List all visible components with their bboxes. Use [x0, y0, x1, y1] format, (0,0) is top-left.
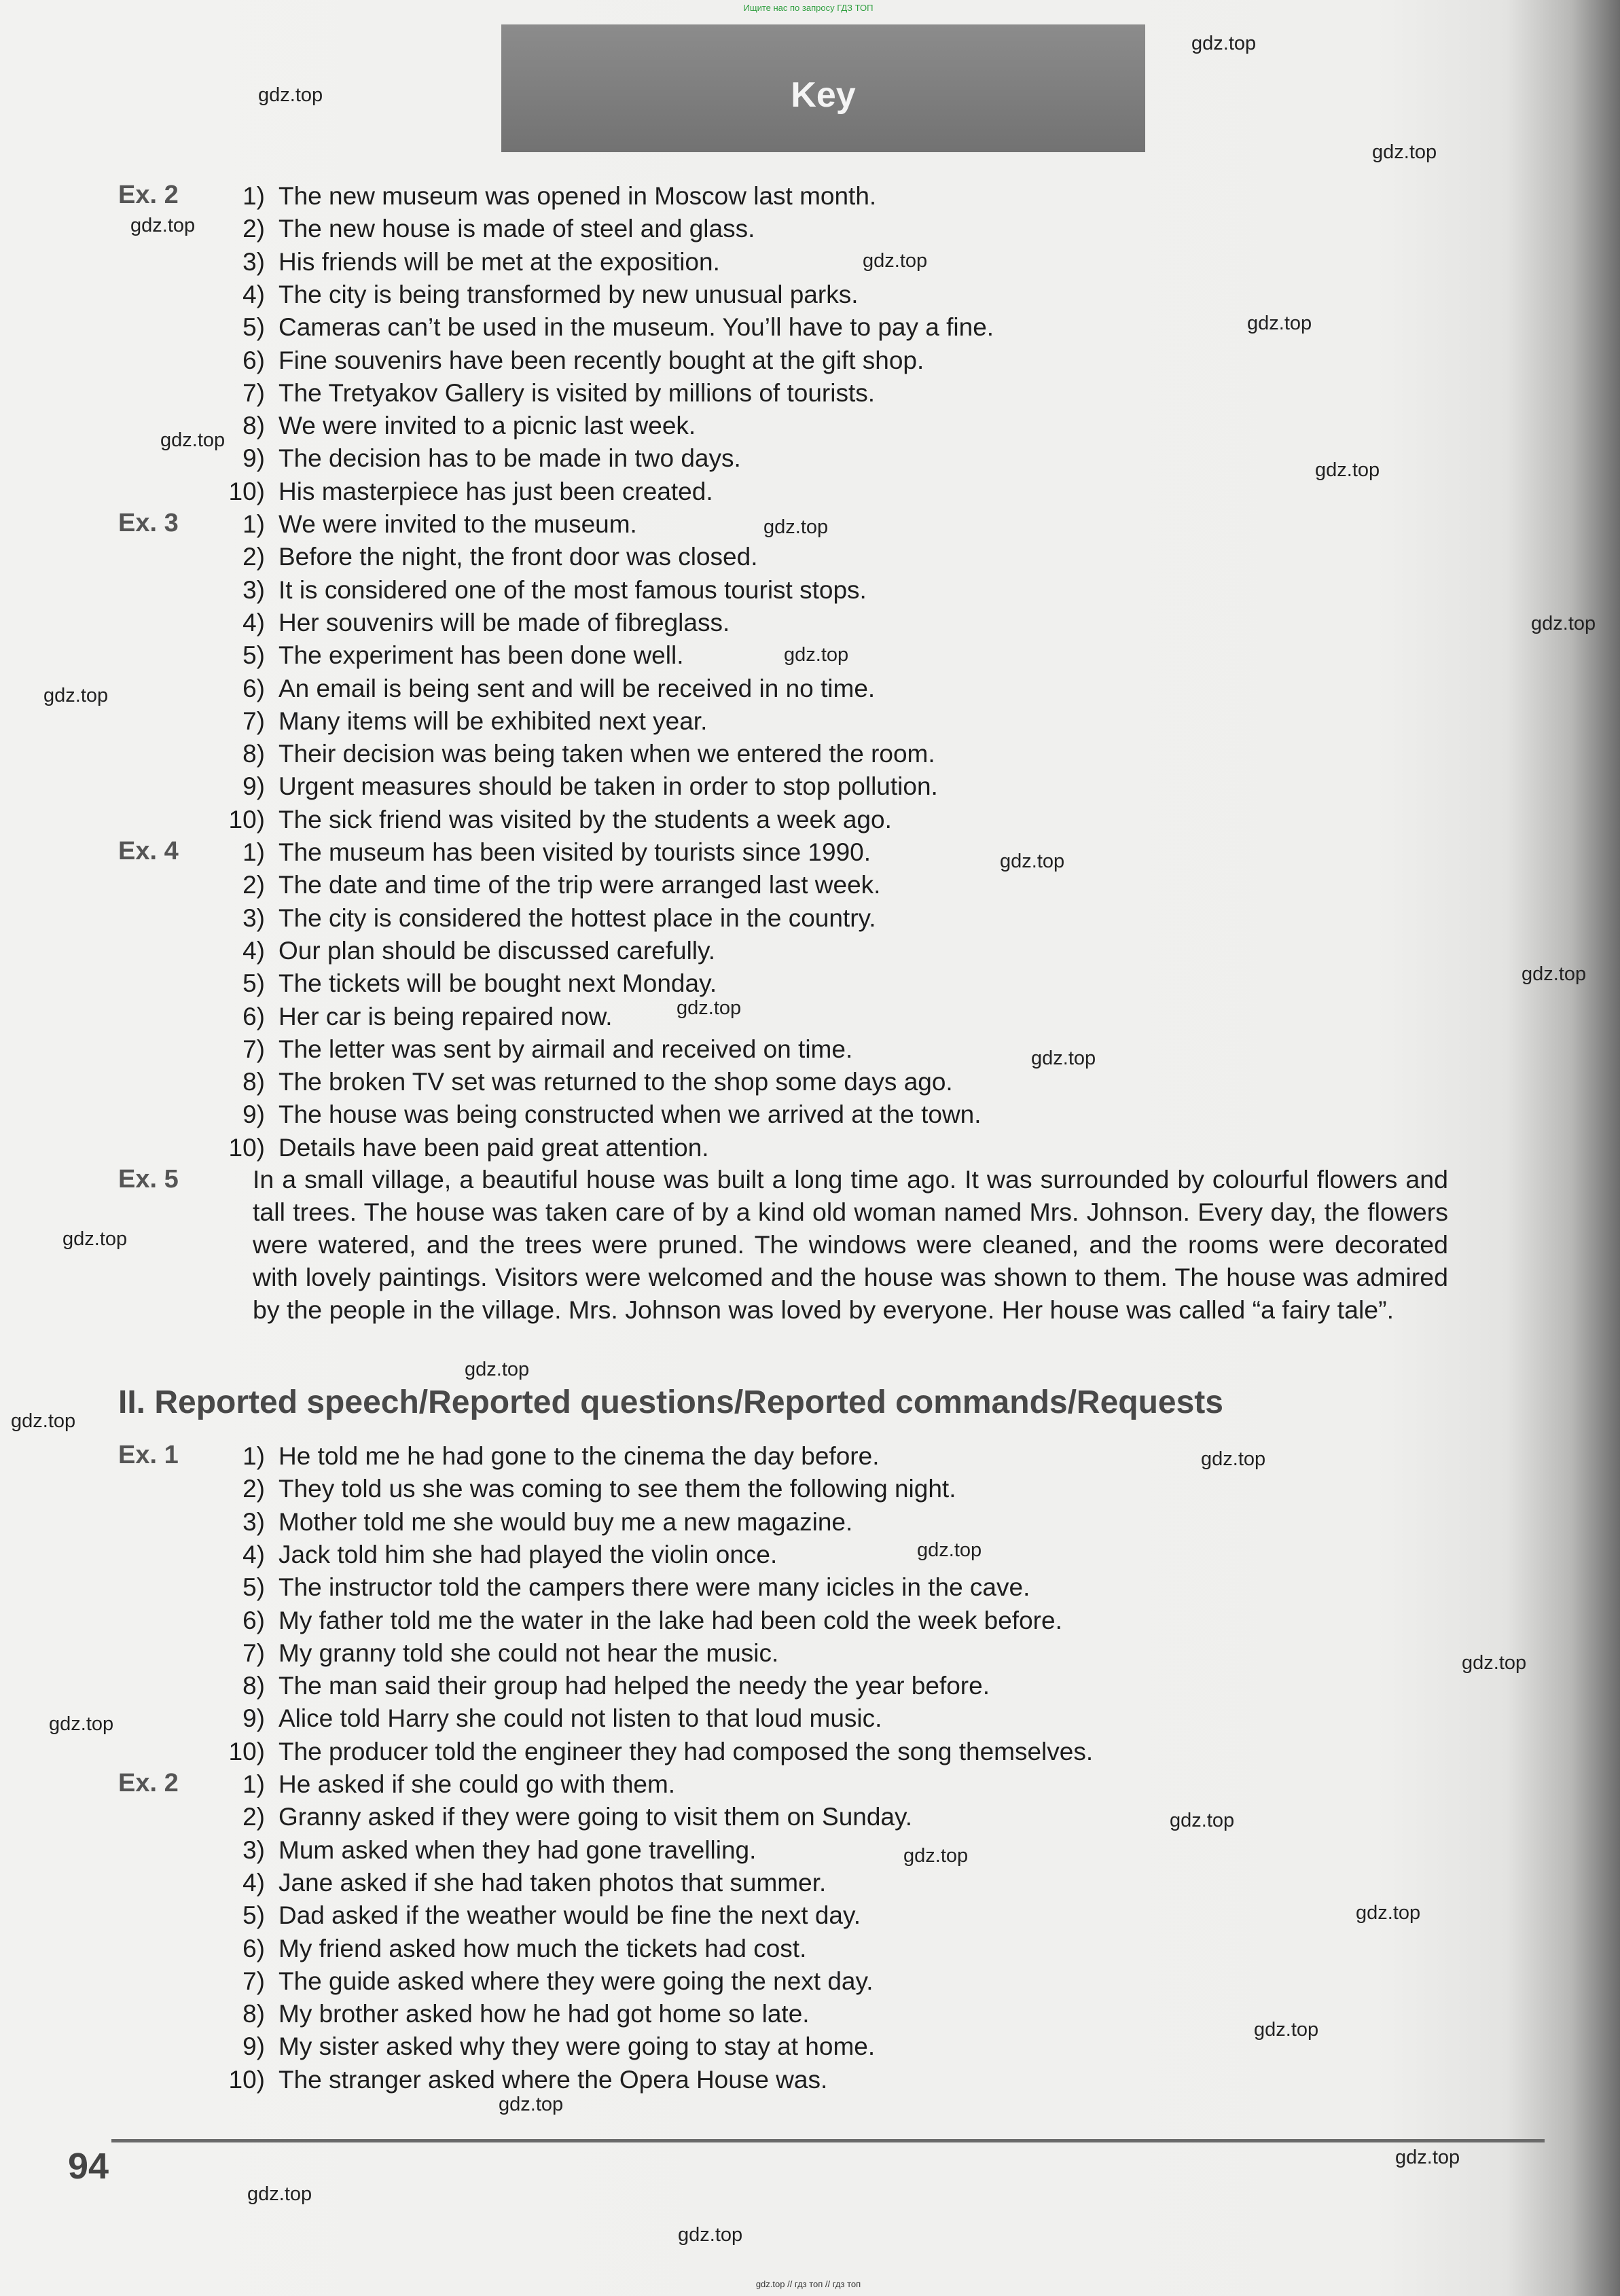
item-number: 1)	[242, 1442, 265, 1470]
exercise-label: Ex. 2	[118, 181, 179, 209]
answer-text: Her souvenirs will be made of fibreglass.	[278, 608, 730, 636]
answer-text: Their decision was being taken when we entered the room.	[278, 740, 935, 768]
item-number: 6)	[242, 346, 265, 374]
item-number: 8)	[242, 412, 265, 440]
key-header-band	[501, 24, 1145, 152]
watermark-text: gdz.top	[1531, 613, 1596, 634]
item-number: 10)	[228, 805, 265, 833]
watermark-text: gdz.top	[1315, 459, 1380, 481]
item-number: 1)	[242, 510, 265, 538]
answer-text: His friends will be met at the exposition.	[278, 247, 720, 276]
answer-text: The stranger asked where the Opera House was.	[278, 2065, 828, 2094]
answer-text: Granny asked if they were going to visit them on Sunday.	[278, 1803, 913, 1831]
exercise-label: Ex. 1	[118, 1441, 179, 1469]
item-number: 3)	[242, 1835, 265, 1864]
item-number: 8)	[242, 1068, 265, 1096]
exercise-label: Ex. 2	[118, 1769, 179, 1797]
item-number: 3)	[242, 1507, 265, 1536]
watermark-text: gdz.top	[1462, 1652, 1527, 1674]
watermark-text: gdz.top	[160, 429, 226, 451]
watermark-text: gdz.top	[43, 685, 109, 706]
watermark-text: gdz.top	[11, 1410, 76, 1432]
item-number: 7)	[242, 1035, 265, 1063]
watermark-text: gdz.top	[1000, 850, 1065, 872]
watermark-text: gdz.top	[763, 516, 829, 538]
page-title: Key	[791, 75, 856, 115]
answer-text: The tickets will be bought next Monday.	[278, 969, 717, 998]
watermark-text: gdz.top	[247, 2183, 312, 2205]
item-number: 9)	[242, 444, 265, 473]
footer-rule	[111, 2139, 1545, 2142]
watermark-text: gdz.top	[1031, 1047, 1096, 1069]
answer-text: They told us she was coming to see them the following night.	[278, 1475, 956, 1503]
answer-text: Before the night, the front door was closed.	[278, 543, 758, 571]
answer-text: The guide asked where they were going the next day.	[278, 1967, 874, 1995]
answer-text: An email is being sent and will be received in no time.	[278, 674, 876, 702]
answer-text: The museum has been visited by tourists since 1990.	[278, 838, 871, 866]
exercise-label: Ex. 5	[118, 1165, 179, 1194]
answer-text: We were invited to a picnic last week.	[278, 412, 696, 440]
ex5-paragraph: In a small village, a beautiful house was built a long time ago. It was surrounded by colourful flowers and tall trees. The house was taken care of by a kind old woman named Mrs. Johnson. Every day, the flowers were watered, and the trees were pruned. The windows were cleaned, and the rooms were decorated with lovely paintings. Visitors were welcomed and the house was shown to them. The house was admired by the people in the village. Mrs. Johnson was loved by everyone. Her house was called “a fairy tale”.	[253, 1165, 1448, 1324]
watermark-text: gdz.top	[130, 215, 196, 236]
answer-text: The man said their group had helped the needy the year before.	[278, 1672, 990, 1700]
section-title: II. Reported speech/Reported questions/Reported commands/Requests	[118, 1384, 1223, 1420]
answer-text: My brother asked how he had got home so late.	[278, 2000, 810, 2028]
item-number: 5)	[242, 1901, 265, 1930]
item-number: 4)	[242, 280, 265, 308]
answer-text: The decision has to be made in two days.	[278, 444, 741, 473]
item-number: 2)	[242, 215, 265, 243]
answer-text: The sick friend was visited by the students a week ago.	[278, 805, 892, 833]
item-number: 1)	[242, 1770, 265, 1798]
watermark-text: gdz.top	[258, 84, 323, 106]
answer-text: Her car is being repaired now.	[278, 1002, 613, 1030]
answer-text: It is considered one of the most famous tourist stops.	[278, 575, 867, 604]
watermark-text: gdz.top	[903, 1845, 969, 1867]
item-number: 9)	[242, 772, 265, 801]
answer-text: Many items will be exhibited next year.	[278, 706, 708, 735]
answer-text: Details have been paid great attention.	[278, 1133, 709, 1162]
top-note: Ищите нас по запросу ГДЗ ТОП	[743, 3, 874, 13]
answer-text: The letter was sent by airmail and received on time.	[278, 1035, 853, 1063]
watermark-text: gdz.top	[465, 1359, 530, 1380]
item-number: 9)	[242, 2032, 265, 2061]
item-number: 10)	[228, 1133, 265, 1162]
item-number: 6)	[242, 1606, 265, 1634]
answer-text: Urgent measures should be taken in order to stop pollution.	[278, 772, 938, 801]
answer-text: My granny told she could not hear the music.	[278, 1638, 779, 1667]
item-number: 10)	[228, 2065, 265, 2094]
exercise-label: Ex. 3	[118, 509, 179, 537]
answer-text: Fine souvenirs have been recently bought at the gift shop.	[278, 346, 924, 374]
answer-text: The new museum was opened in Moscow last month.	[278, 182, 877, 210]
item-number: 4)	[242, 936, 265, 965]
answer-text: He asked if she could go with them.	[278, 1770, 676, 1798]
item-number: 2)	[242, 543, 265, 571]
item-number: 8)	[242, 1672, 265, 1700]
item-number: 6)	[242, 1002, 265, 1030]
answer-text: Dad asked if the weather would be fine the next day.	[278, 1901, 861, 1930]
watermark-text: gdz.top	[784, 644, 849, 666]
item-number: 1)	[242, 182, 265, 210]
item-number: 7)	[242, 1638, 265, 1667]
item-number: 9)	[242, 1100, 265, 1129]
answer-text: The instructor told the campers there were many icicles in the cave.	[278, 1573, 1030, 1602]
exercise-label: Ex. 4	[118, 837, 179, 865]
item-number: 2)	[242, 1803, 265, 1831]
bottom-note: gdz.top // гдз топ // гдз топ	[755, 2279, 861, 2289]
answer-text: We were invited to the museum.	[278, 510, 637, 538]
item-number: 8)	[242, 2000, 265, 2028]
item-number: 8)	[242, 740, 265, 768]
answer-text: The city is considered the hottest place in the country.	[278, 903, 876, 932]
item-number: 9)	[242, 1704, 265, 1733]
item-number: 6)	[242, 1934, 265, 1962]
item-number: 10)	[228, 1737, 265, 1765]
watermark-text: gdz.top	[1395, 2147, 1460, 2168]
watermark-text: gdz.top	[499, 2094, 564, 2115]
watermark-text: gdz.top	[1191, 33, 1257, 54]
answer-text: His masterpiece has just been created.	[278, 477, 713, 505]
watermark-text: gdz.top	[1522, 963, 1587, 985]
watermark-text: gdz.top	[1372, 141, 1437, 163]
answer-text: The city is being transformed by new unusual parks.	[278, 280, 859, 308]
answer-text: Jack told him she had played the violin once.	[278, 1540, 778, 1568]
answer-text: My friend asked how much the tickets had cost.	[278, 1934, 807, 1962]
item-number: 3)	[242, 903, 265, 932]
item-number: 1)	[242, 838, 265, 866]
answer-text: The date and time of the trip were arranged last week.	[278, 871, 881, 899]
watermark-text: gdz.top	[1254, 2019, 1319, 2041]
item-number: 2)	[242, 871, 265, 899]
answer-text: The Tretyakov Gallery is visited by millions of tourists.	[278, 378, 876, 407]
answer-text: My father told me the water in the lake had been cold the week before.	[278, 1606, 1062, 1634]
item-number: 4)	[242, 1540, 265, 1568]
watermark-text: gdz.top	[1201, 1448, 1266, 1470]
answer-text: The house was being constructed when we arrived at the town.	[278, 1100, 982, 1129]
item-number: 10)	[228, 477, 265, 505]
item-number: 4)	[242, 1868, 265, 1897]
item-number: 5)	[242, 1573, 265, 1602]
watermark-text: gdz.top	[1247, 312, 1312, 334]
watermark-text: gdz.top	[62, 1228, 128, 1250]
answer-text: The experiment has been done well.	[278, 641, 684, 670]
answer-text: He told me he had gone to the cinema the day before.	[278, 1442, 880, 1470]
watermark-text: gdz.top	[1356, 1902, 1421, 1924]
answer-text: My sister asked why they were going to stay at home.	[278, 2032, 876, 2061]
item-number: 4)	[242, 608, 265, 636]
answer-text: Mother told me she would buy me a new magazine.	[278, 1507, 853, 1536]
answer-text: Cameras can’t be used in the museum. You’ll have to pay a fine.	[278, 313, 994, 342]
answer-text: The producer told the engineer they had composed the song themselves.	[278, 1737, 1094, 1765]
watermark-text: gdz.top	[1170, 1810, 1235, 1831]
item-number: 5)	[242, 313, 265, 342]
watermark-text: gdz.top	[49, 1713, 114, 1735]
item-number: 5)	[242, 641, 265, 670]
watermark-text: gdz.top	[917, 1539, 982, 1561]
answer-text: The new house is made of steel and glass.	[278, 215, 755, 243]
answer-text: The broken TV set was returned to the shop some days ago.	[278, 1068, 953, 1096]
item-number: 5)	[242, 969, 265, 998]
answer-text: Alice told Harry she could not listen to that loud music.	[278, 1704, 882, 1733]
item-number: 6)	[242, 674, 265, 702]
watermark-text: gdz.top	[677, 997, 742, 1019]
item-number: 7)	[242, 378, 265, 407]
item-number: 7)	[242, 706, 265, 735]
item-number: 2)	[242, 1475, 265, 1503]
item-number: 3)	[242, 575, 265, 604]
answer-text: Jane asked if she had taken photos that summer.	[278, 1868, 827, 1897]
page-number: 94	[68, 2146, 109, 2187]
answer-text: Our plan should be discussed carefully.	[278, 936, 716, 965]
watermark-text: gdz.top	[678, 2224, 743, 2246]
answer-text: Mum asked when they had gone travelling.	[278, 1835, 757, 1864]
watermark-text: gdz.top	[863, 250, 928, 272]
item-number: 3)	[242, 247, 265, 276]
item-number: 7)	[242, 1967, 265, 1995]
